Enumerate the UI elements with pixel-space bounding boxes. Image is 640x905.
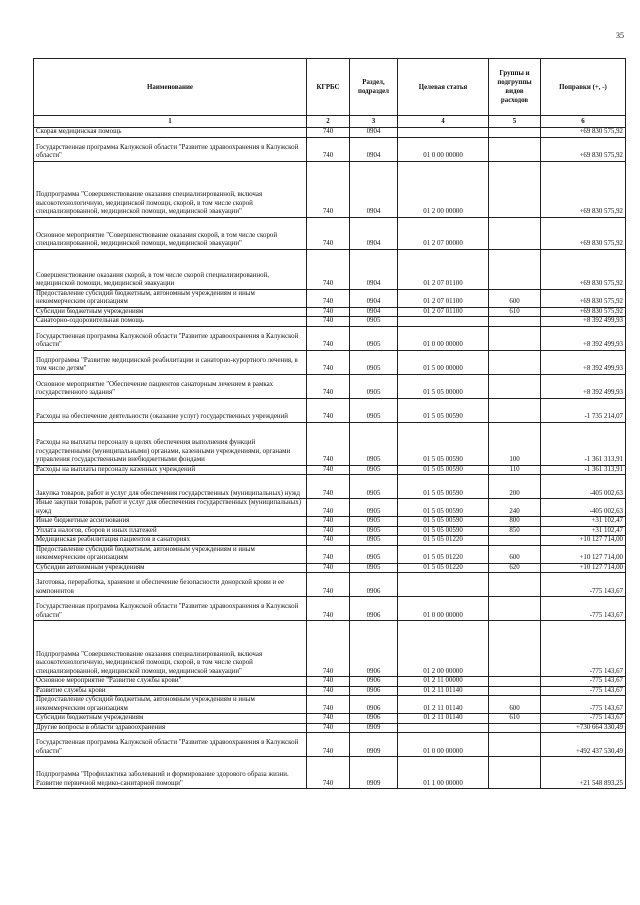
row-group: [489, 398, 541, 422]
row-amount: +10 127 714,00: [541, 563, 626, 573]
header-name: Наименование: [34, 59, 307, 116]
table-row: [34, 374, 626, 398]
row-group: 850: [489, 526, 541, 536]
row-target: 01 2 07 01100: [398, 307, 489, 317]
table-header-row: [34, 59, 626, 116]
row-name: Расходы на выплаты персоналу казенных учреждений: [34, 465, 307, 475]
table-row: [34, 526, 626, 536]
table-row: [34, 696, 626, 714]
row-name: Иные закупки товаров, работ и услуг для обеспечения государственных (муниципальных) нужд: [34, 499, 307, 517]
row-name: Субсидии бюджетным учреждениям: [34, 714, 307, 724]
row-group: [489, 161, 541, 217]
row-section: 0905: [350, 526, 398, 536]
row-name: Подпрограмма "Развитие медицинской реабилитации и санаторно-курортного лечения, в том числе детям": [34, 350, 307, 374]
row-section: 0906: [350, 696, 398, 714]
row-group: [489, 677, 541, 687]
row-group: 600: [489, 696, 541, 714]
row-kgrbs: 740: [307, 733, 350, 757]
row-target: 01 2 11 01140: [398, 714, 489, 724]
col-number: 6: [541, 116, 626, 128]
row-target: 01 0 00 00000: [398, 137, 489, 161]
row-group: [489, 757, 541, 789]
row-kgrbs: 740: [307, 723, 350, 733]
table-row: [34, 733, 626, 757]
table-row: [34, 677, 626, 687]
row-amount: -1 735 214,07: [541, 398, 626, 422]
row-amount: +31 102,47: [541, 526, 626, 536]
row-group: [489, 249, 541, 289]
budget-table: [33, 58, 626, 789]
row-target: 01 5 00 00000: [398, 350, 489, 374]
col-number: 5: [489, 116, 541, 128]
row-kgrbs: 740: [307, 128, 350, 138]
row-section: 0905: [350, 374, 398, 398]
row-kgrbs: 740: [307, 350, 350, 374]
row-name: Основное мероприятие "Развитие службы крови": [34, 677, 307, 687]
row-group: [489, 317, 541, 327]
row-amount: +69 830 575,92: [541, 128, 626, 138]
row-kgrbs: 740: [307, 475, 350, 499]
row-kgrbs: 740: [307, 499, 350, 517]
row-target: 01 2 11 00000: [398, 677, 489, 687]
row-group: 610: [489, 714, 541, 724]
row-name: Медицинская реабилитация пациентов в санаториях: [34, 536, 307, 546]
header-target: Целевая статья: [398, 59, 489, 116]
row-section: 0904: [350, 289, 398, 307]
row-name: Заготовка, переработка, хранение и обеспечение безопасности донорской крови и ее компонентов: [34, 573, 307, 597]
row-amount: +69 830 575,92: [541, 137, 626, 161]
row-amount: +492 437 530,49: [541, 733, 626, 757]
table-row: [34, 161, 626, 217]
row-kgrbs: 740: [307, 161, 350, 217]
table-row: [34, 757, 626, 789]
row-kgrbs: 740: [307, 621, 350, 677]
row-name: Предоставление субсидий бюджетным, автономным учреждениям и иным некоммерческим организациям: [34, 696, 307, 714]
table-row: [34, 536, 626, 546]
row-name: Основное мероприятие "Обеспечение пациентов санаторным лечением в рамках государственного задания": [34, 374, 307, 398]
row-name: Основное мероприятие "Совершенствование оказания скорой, в том числе скорой специализированной, медицинской помощи, медицинской эвакуации": [34, 217, 307, 249]
row-kgrbs: 740: [307, 526, 350, 536]
row-amount: +8 392 499,93: [541, 326, 626, 350]
row-target: 01 0 00 00000: [398, 326, 489, 350]
row-kgrbs: 740: [307, 686, 350, 696]
row-amount: -775 143,67: [541, 677, 626, 687]
row-group: [489, 686, 541, 696]
row-group: [489, 733, 541, 757]
row-name: Подпрограмма "Профилактика заболеваний и формирование здорового образа жизни. Развитие первичной медико-санитарной помощи": [34, 757, 307, 789]
row-section: 0909: [350, 733, 398, 757]
row-kgrbs: 740: [307, 757, 350, 789]
row-target: 01 5 05 00590: [398, 422, 489, 465]
row-kgrbs: 740: [307, 398, 350, 422]
row-target: 01 2 07 01100: [398, 249, 489, 289]
row-group: [489, 350, 541, 374]
row-section: 0904: [350, 161, 398, 217]
row-amount: +8 392 499,93: [541, 374, 626, 398]
row-group: [489, 723, 541, 733]
row-kgrbs: 740: [307, 137, 350, 161]
header-section: Раздел, подраздел: [350, 59, 398, 116]
row-section: 0905: [350, 317, 398, 327]
row-section: 0906: [350, 573, 398, 597]
row-name: Расходы на выплаты персоналу в целях обеспечения выполнения функций государственными (муниципальными) органами, казенными учреждениями, органами управления государственными внебюджетными фондами: [34, 422, 307, 465]
row-name: Субсидии автономным учреждениям: [34, 563, 307, 573]
col-number: 4: [398, 116, 489, 128]
row-name: Предоставление субсидий бюджетным, автономным учреждениям и иным некоммерческим организациям: [34, 545, 307, 563]
row-name: Расходы на обеспечение деятельности (оказание услуг) государственных учреждений: [34, 398, 307, 422]
row-amount: -405 002,63: [541, 499, 626, 517]
row-amount: -775 143,67: [541, 573, 626, 597]
table-row: [34, 517, 626, 527]
row-kgrbs: 740: [307, 289, 350, 307]
row-section: 0905: [350, 326, 398, 350]
row-section: 0909: [350, 723, 398, 733]
row-amount: +69 830 575,92: [541, 249, 626, 289]
header-groups: Группы и подгруппы видов расходов: [489, 59, 541, 116]
row-name: Подпрограмма "Совершенствование оказания специализированной, включая высокотехнологичную, медицинской помощи, скорой, в том числе скорой специализированной, медицинской помощи, медицинской эвакуации": [34, 621, 307, 677]
table-row: [34, 422, 626, 465]
table-row: [34, 128, 626, 138]
row-kgrbs: 740: [307, 326, 350, 350]
row-target: 01 2 07 00000: [398, 217, 489, 249]
row-kgrbs: 740: [307, 317, 350, 327]
row-target: 01 5 05 00590: [398, 465, 489, 475]
row-target: 01 1 00 00000: [398, 757, 489, 789]
table-row: [34, 573, 626, 597]
table-row: [34, 723, 626, 733]
table-row: [34, 307, 626, 317]
row-kgrbs: 740: [307, 563, 350, 573]
row-kgrbs: 740: [307, 422, 350, 465]
table-row: [34, 350, 626, 374]
table-row: [34, 714, 626, 724]
page-number: 35: [616, 31, 624, 40]
row-amount: +21 548 893,25: [541, 757, 626, 789]
table-row: [34, 597, 626, 621]
row-group: 800: [489, 517, 541, 527]
row-name: Государственная программа Калужской области "Развитие здравоохранения в Калужской области": [34, 733, 307, 757]
row-target: 01 2 00 00000: [398, 161, 489, 217]
table-row: [34, 621, 626, 677]
table-row: [34, 545, 626, 563]
row-name: Уплата налогов, сборов и иных платежей: [34, 526, 307, 536]
row-kgrbs: 740: [307, 217, 350, 249]
row-group: 200: [489, 475, 541, 499]
row-amount: +69 830 575,92: [541, 161, 626, 217]
header-amendment: Поправки (+, -): [541, 59, 626, 116]
row-group: 620: [489, 563, 541, 573]
row-amount: -775 143,67: [541, 597, 626, 621]
row-section: 0906: [350, 714, 398, 724]
table-row: [34, 217, 626, 249]
table-row: [34, 317, 626, 327]
row-section: 0906: [350, 677, 398, 687]
row-target: [398, 723, 489, 733]
row-group: [489, 137, 541, 161]
table-row: [34, 563, 626, 573]
table-row: [34, 249, 626, 289]
table-row: [34, 686, 626, 696]
row-group: 600: [489, 289, 541, 307]
row-group: [489, 217, 541, 249]
row-kgrbs: 740: [307, 714, 350, 724]
row-kgrbs: 740: [307, 249, 350, 289]
row-group: [489, 621, 541, 677]
row-amount: +8 392 499,93: [541, 350, 626, 374]
row-section: 0904: [350, 307, 398, 317]
row-section: 0906: [350, 686, 398, 696]
row-name: Подпрограмма "Совершенствование оказания специализированной, включая высокотехнологичную, медицинской помощи, скорой, в том числе скорой специализированной, медицинской помощи, медицинской эвакуации": [34, 161, 307, 217]
row-amount: -1 361 313,91: [541, 465, 626, 475]
row-kgrbs: 740: [307, 465, 350, 475]
row-kgrbs: 740: [307, 597, 350, 621]
row-target: 01 2 11 01140: [398, 696, 489, 714]
row-target: 01 2 11 01140: [398, 686, 489, 696]
row-section: 0909: [350, 757, 398, 789]
row-amount: -775 143,67: [541, 696, 626, 714]
row-name: Государственная программа Калужской области "Развитие здравоохранения в Калужской области": [34, 597, 307, 621]
row-target: 01 5 05 01220: [398, 545, 489, 563]
row-target: 01 5 05 00000: [398, 374, 489, 398]
row-name: Совершенствование оказания скорой, в том числе скорой специализированной, медицинской помощи, медицинской эвакуации: [34, 249, 307, 289]
row-target: 01 5 05 00590: [398, 398, 489, 422]
row-group: 610: [489, 307, 541, 317]
row-section: 0905: [350, 398, 398, 422]
row-amount: +69 830 575,92: [541, 289, 626, 307]
row-section: 0906: [350, 621, 398, 677]
column-number-row: [34, 116, 626, 128]
col-number: 1: [34, 116, 307, 128]
table-row: [34, 326, 626, 350]
table-row: [34, 137, 626, 161]
row-group: [489, 128, 541, 138]
col-number: 3: [350, 116, 398, 128]
row-target: 01 0 00 00000: [398, 733, 489, 757]
row-group: 100: [489, 422, 541, 465]
row-section: 0904: [350, 137, 398, 161]
row-kgrbs: 740: [307, 307, 350, 317]
row-amount: -775 143,67: [541, 714, 626, 724]
row-amount: +69 830 575,92: [541, 217, 626, 249]
row-section: 0904: [350, 217, 398, 249]
table-row: [34, 475, 626, 499]
row-target: 01 5 05 00590: [398, 517, 489, 527]
row-name: Скорая медицинская помощь: [34, 128, 307, 138]
row-section: 0905: [350, 422, 398, 465]
row-amount: -1 361 313,91: [541, 422, 626, 465]
row-target: 01 5 05 00590: [398, 475, 489, 499]
row-group: [489, 573, 541, 597]
row-group: 600: [489, 545, 541, 563]
row-section: 0905: [350, 545, 398, 563]
row-name: Развитие службы крови: [34, 686, 307, 696]
table-row: [34, 398, 626, 422]
row-group: 240: [489, 499, 541, 517]
row-target: [398, 317, 489, 327]
row-kgrbs: 740: [307, 517, 350, 527]
row-group: [489, 536, 541, 546]
row-name: Государственная программа Калужской области "Развитие здравоохранения в Калужской области": [34, 326, 307, 350]
row-amount: +10 127 714,00: [541, 545, 626, 563]
row-amount: +31 102,47: [541, 517, 626, 527]
row-target: 01 2 00 00000: [398, 621, 489, 677]
row-kgrbs: 740: [307, 573, 350, 597]
row-target: 01 5 05 01220: [398, 536, 489, 546]
row-amount: -775 143,67: [541, 621, 626, 677]
row-target: 01 5 05 00590: [398, 499, 489, 517]
row-section: 0905: [350, 517, 398, 527]
row-section: 0906: [350, 597, 398, 621]
row-section: 0905: [350, 563, 398, 573]
row-amount: +10 127 714,00: [541, 536, 626, 546]
row-section: 0904: [350, 249, 398, 289]
row-section: 0904: [350, 128, 398, 138]
row-target: 01 2 07 01100: [398, 289, 489, 307]
row-name: Иные бюджетные ассигнования: [34, 517, 307, 527]
row-target: [398, 128, 489, 138]
row-amount: +69 830 575,92: [541, 307, 626, 317]
row-target: 01 5 05 01220: [398, 563, 489, 573]
row-amount: +8 392 499,93: [541, 317, 626, 327]
row-kgrbs: 740: [307, 536, 350, 546]
row-group: [489, 326, 541, 350]
row-section: 0905: [350, 475, 398, 499]
table-row: [34, 465, 626, 475]
row-target: [398, 573, 489, 597]
row-kgrbs: 740: [307, 545, 350, 563]
row-section: 0905: [350, 350, 398, 374]
table-body: [34, 128, 626, 789]
row-group: [489, 374, 541, 398]
row-amount: -405 002,63: [541, 475, 626, 499]
row-kgrbs: 740: [307, 677, 350, 687]
row-section: 0905: [350, 465, 398, 475]
row-group: 110: [489, 465, 541, 475]
row-name: Другие вопросы в области здравоохранения: [34, 723, 307, 733]
row-amount: -775 143,67: [541, 686, 626, 696]
row-name: Субсидии бюджетным учреждениям: [34, 307, 307, 317]
row-section: 0905: [350, 499, 398, 517]
row-amount: +730 664 330,49: [541, 723, 626, 733]
row-name: Санаторно-оздоровительная помощь: [34, 317, 307, 327]
row-kgrbs: 740: [307, 696, 350, 714]
row-group: [489, 597, 541, 621]
row-name: Предоставление субсидий бюджетным, автономным учреждениям и иным некоммерческим организациям: [34, 289, 307, 307]
table-row: [34, 499, 626, 517]
row-name: Государственная программа Калужской области "Развитие здравоохранения в Калужской области": [34, 137, 307, 161]
row-kgrbs: 740: [307, 374, 350, 398]
table-row: [34, 289, 626, 307]
header-kgrbs: КГРБС: [307, 59, 350, 116]
row-target: 01 0 00 00000: [398, 597, 489, 621]
row-name: Закупка товаров, работ и услуг для обеспечения государственных (муниципальных) нужд: [34, 475, 307, 499]
col-number: 2: [307, 116, 350, 128]
row-target: 01 5 05 00590: [398, 526, 489, 536]
row-section: 0905: [350, 536, 398, 546]
